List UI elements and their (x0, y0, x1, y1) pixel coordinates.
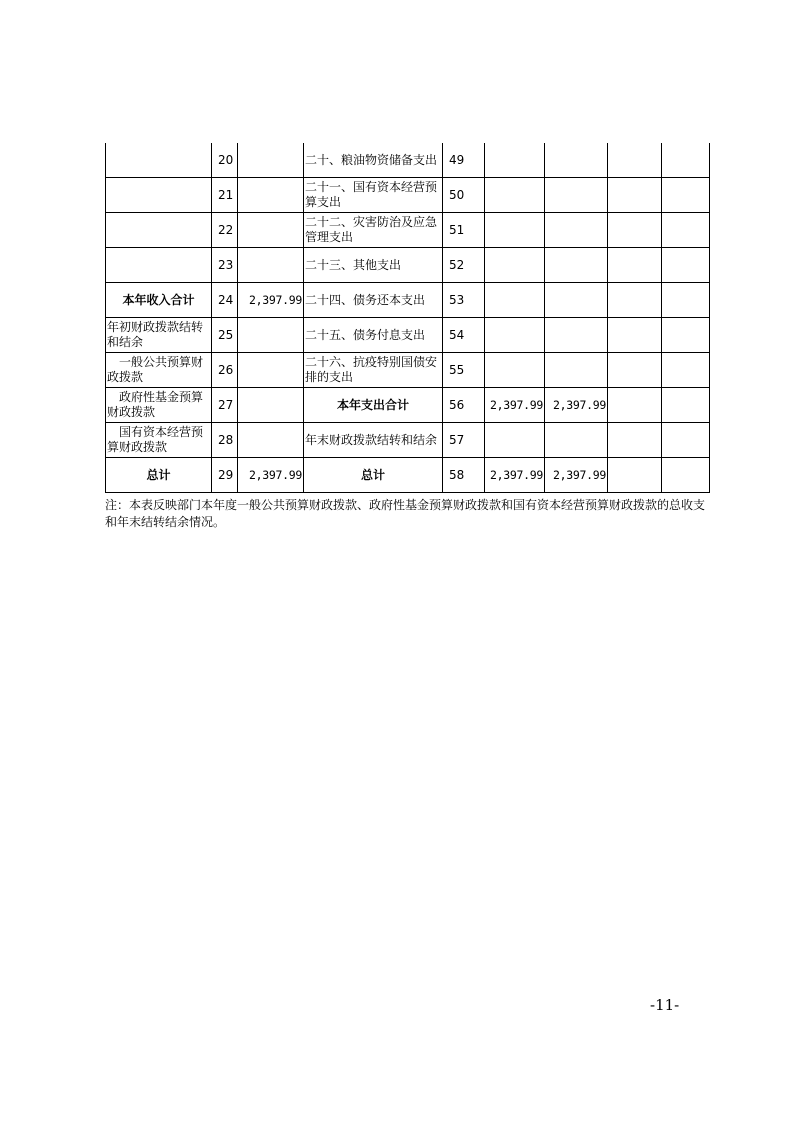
expense-item-label: 二十六、抗疫特别国债安排的支出 (304, 353, 443, 388)
expense-amount-total: 2,397.99 (485, 388, 545, 423)
expense-item-label: 年末财政拨款结转和结余 (304, 423, 443, 458)
expense-amount-state-capital (662, 318, 710, 353)
income-amount (238, 213, 304, 248)
expense-amount-fund-budget (608, 458, 662, 493)
table-row (106, 213, 710, 248)
expense-amount-fund-budget (608, 353, 662, 388)
expense-row-number: 57 (443, 423, 485, 458)
income-row-number: 22 (212, 213, 238, 248)
income-item-label (106, 248, 212, 283)
expense-amount-general-budget (545, 248, 608, 283)
expense-row-number: 52 (443, 248, 485, 283)
expense-amount-fund-budget (608, 143, 662, 178)
expense-row-number: 49 (443, 143, 485, 178)
expense-amount-state-capital (662, 388, 710, 423)
expense-amount-fund-budget (608, 423, 662, 458)
expense-amount-state-capital (662, 213, 710, 248)
income-row-number: 21 (212, 178, 238, 213)
income-item-label: 一般公共预算财政拨款 (106, 353, 212, 388)
expense-total-label: 本年支出合计 (304, 388, 443, 423)
expense-amount-total (485, 283, 545, 318)
expense-amount-state-capital (662, 178, 710, 213)
table-footnote: 注：本表反映部门本年度一般公共预算财政拨款、政府性基金预算财政拨款和国有资本经营预算财政拨款的总收支和年末结转结余情况。 (105, 498, 706, 529)
income-amount: 2,397.99 (238, 283, 304, 318)
expense-grand-total-label: 总计 (304, 458, 443, 493)
expense-amount-state-capital (662, 458, 710, 493)
expense-item-label: 二十二、灾害防治及应急管理支出 (304, 213, 443, 248)
expense-amount-general-budget (545, 178, 608, 213)
expense-amount-fund-budget (608, 248, 662, 283)
expense-amount-fund-budget (608, 213, 662, 248)
income-item-label (106, 178, 212, 213)
expense-amount-state-capital (662, 423, 710, 458)
table-row (106, 388, 710, 423)
expense-amount-state-capital (662, 283, 710, 318)
income-row-number: 20 (212, 143, 238, 178)
expense-amount-general-budget: 2,397.99 (545, 458, 608, 493)
expense-row-number: 55 (443, 353, 485, 388)
expense-amount-state-capital (662, 248, 710, 283)
expense-amount-general-budget (545, 143, 608, 178)
expense-amount-state-capital (662, 143, 710, 178)
expense-amount-total (485, 213, 545, 248)
expense-item-label: 二十三、其他支出 (304, 248, 443, 283)
expense-item-label: 二十四、债务还本支出 (304, 283, 443, 318)
expense-amount-total (485, 353, 545, 388)
table-row (106, 458, 710, 493)
income-row-number: 27 (212, 388, 238, 423)
expense-item-label: 二十、粮油物资储备支出 (304, 143, 443, 178)
expense-item-label: 二十一、国有资本经营预算支出 (304, 178, 443, 213)
table-row (106, 283, 710, 318)
income-item-label (106, 143, 212, 178)
expense-row-number: 58 (443, 458, 485, 493)
expense-row-number: 51 (443, 213, 485, 248)
income-amount (238, 423, 304, 458)
expense-amount-general-budget (545, 213, 608, 248)
income-amount (238, 318, 304, 353)
expense-item-label: 二十五、债务付息支出 (304, 318, 443, 353)
income-amount: 2,397.99 (238, 458, 304, 493)
expense-amount-general-budget (545, 353, 608, 388)
fiscal-appropriation-table (105, 143, 710, 493)
income-row-number: 26 (212, 353, 238, 388)
income-row-number: 24 (212, 283, 238, 318)
table-row (106, 318, 710, 353)
income-total-label: 本年收入合计 (106, 283, 212, 318)
expense-amount-total: 2,397.99 (485, 458, 545, 493)
expense-amount-total (485, 248, 545, 283)
income-amount (238, 178, 304, 213)
table-row (106, 178, 710, 213)
expense-row-number: 54 (443, 318, 485, 353)
expense-row-number: 56 (443, 388, 485, 423)
table-row (106, 423, 710, 458)
income-row-number: 29 (212, 458, 238, 493)
income-amount (238, 248, 304, 283)
table-row (106, 248, 710, 283)
expense-amount-general-budget (545, 318, 608, 353)
expense-amount-total (485, 178, 545, 213)
expense-amount-fund-budget (608, 283, 662, 318)
expense-amount-fund-budget (608, 178, 662, 213)
income-amount (238, 388, 304, 423)
expense-row-number: 53 (443, 283, 485, 318)
income-item-label (106, 213, 212, 248)
income-grand-total-label: 总计 (106, 458, 212, 493)
income-row-number: 25 (212, 318, 238, 353)
table-row (106, 353, 710, 388)
income-item-label: 年初财政拨款结转和结余 (106, 318, 212, 353)
income-amount (238, 143, 304, 178)
expense-amount-general-budget (545, 423, 608, 458)
income-row-number: 28 (212, 423, 238, 458)
income-row-number: 23 (212, 248, 238, 283)
page-number: -11- (650, 996, 680, 1014)
expense-amount-general-budget (545, 283, 608, 318)
income-item-label: 国有资本经营预算财政拨款 (106, 423, 212, 458)
expense-amount-fund-budget (608, 318, 662, 353)
expense-amount-total (485, 143, 545, 178)
expense-amount-total (485, 318, 545, 353)
income-item-label: 政府性基金预算财政拨款 (106, 388, 212, 423)
expense-amount-state-capital (662, 353, 710, 388)
expense-amount-total (485, 423, 545, 458)
expense-amount-fund-budget (608, 388, 662, 423)
income-amount (238, 353, 304, 388)
expense-amount-general-budget: 2,397.99 (545, 388, 608, 423)
expense-row-number: 50 (443, 178, 485, 213)
table-row (106, 143, 710, 178)
